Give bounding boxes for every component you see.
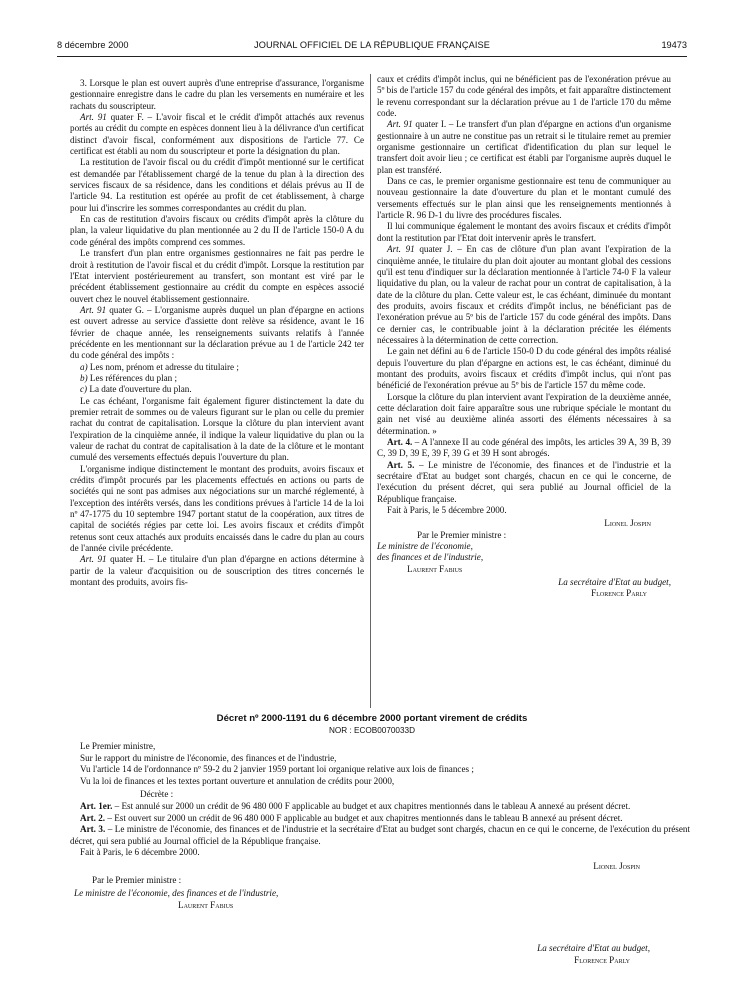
secretary-title: La secrétaire d'Etat au budget, [537,942,650,953]
article-text: L'organisme auprès duquel un plan d'épargne en actions est ouvert adresse au service d'assiette dont relève sa résidence, avant le 16 février de chaque année, les renseignements suivants relatifs à l'année précédente en les mentionnant sur la déclaration prévue au 1 de l'article 242 ter du code général des impôts : [70,304,364,361]
article-paragraph [70,824,690,847]
decree-signatures [70,859,690,979]
done-at: Fait à Paris, le 6 décembre 2000. [80,847,200,858]
paragraph: Le transfert d'un plan entre organismes gestionnaires ne fait pas perdre le droit à restitution de l'avoir fiscal et du crédit d'impôt. Lorsque la restitution par l'Etat intervient postérieurement au transfert, son montant est viré par le précédent établissement gestionnaire au crédit du compte en espèces associé ouvert chez le nouvel établissement gestionnaire. [70,248,364,304]
paragraph: En cas de restitution d'avoirs fiscaux ou crédits d'impôt après la clôture du plan, la valeur liquidative du plan mentionnée au 2 du II de l'article 150-0 A du code général des impôts comprend ces sommes. [70,214,364,247]
paragraph: caux et crédits d'impôt inclus, qui ne bénéficient pas de l'exonération prévue au 5º bis de l'article 157 du code général des impôts, et fait apparaître distinctement le revenu correspondant sur la déclaration prévue au 1 de l'article 170 du même code. [377,74,671,119]
article-paragraph [70,554,364,588]
paragraph: Il lui communique également le montant des avoirs fiscaux et crédits d'impôt dont la restitution par l'Etat doit intervenir après le transfert. [377,221,671,243]
list-item: c) La date d'ouverture du plan. [80,384,192,395]
list-item: b) Les références du plan ; [80,372,178,383]
page-header [57,40,687,54]
article-text: – A l'annexe II au code général des impôts, les articles 39 A, 39 B, 39 C, 39 D, 39 E, 39 F, 39 G et 39 H sont abrogés. [377,437,671,459]
par-premier-ministre: Par le Premier ministre : [92,874,182,885]
article-text: – Le ministre de l'économie, des finances et de l'industrie et la secrétaire d'Etat au budget sont chargés, chacun en ce qui le concerne, de l'exécution du présent décret, qui sera publié au Journal officiel de la République française. [377,459,671,504]
list-item-text: Les nom, prénom et adresse du titulaire ; [89,361,239,372]
decree-body [70,741,690,979]
article-label: Art. 3. [80,824,106,835]
pm-signature: Lionel Jospin [604,518,651,529]
article-sub: quater I. – [412,119,457,130]
header-date: 8 décembre 2000 [57,40,129,50]
right-column [377,74,671,600]
minister-signature: Laurent Fabius [407,563,463,574]
article-paragraph [377,119,671,176]
list-item-text: Les références du plan ; [89,372,178,383]
paragraph: Le gain net défini au 6 de l'article 150-0 D du code général des impôts réalisé depuis l'ouverture du plan d'épargne en actions est, le cas échéant, diminué du montant des produits, avoirs fiscaux et crédits d'impôt inclus, qui n'ont pas bénéficié de l'exonération prévue au 5º bis de l'article 157 du même code. [377,346,671,391]
paragraph: L'organisme indique distinctement le montant des produits, avoirs fiscaux et crédits d'impôt procurés par les placements effectués en actions ou parts de sociétés qui ne sont pas admises aux négociations sur un marché réglementé, à l'exception des intérêts versés, dans les conditions prévues à l'article 14 de la loi nº 47-1775 du 10 septembre 1947 portant statut de la coopération, aux titres de capital de sociétés régies par cette loi. Les avoirs fiscaux et crédits d'impôt retenus sont ceux attachés aux produits encaissés dans le cadre du plan au cours de l'année civile précédente. [70,463,364,554]
header-rule [57,56,687,57]
article-label: Art. 91 [80,304,107,315]
article-label: Art. 91 [387,244,415,255]
article-label: Art. 5. [387,459,415,470]
decree-line: Vu la loi de finances et les textes portant ouverture et annulation de crédits pour 2000, [80,775,395,786]
article-paragraph [70,112,364,157]
minister-title: Le ministre de l'économie, [377,541,473,552]
article-label: Art. 2. [80,812,106,823]
list-item: a) Les nom, prénom et adresse du titulaire ; [80,361,239,372]
left-column [70,78,364,588]
article-text: Le transfert d'un plan d'épargne en actions d'un organisme gestionnaire à un autre ne constitue pas un retrait si le titulaire remet au premier organisme gestionnaire un certificat d'identification du plan sur lequel le transfert doit avoir lieu ; ce certificat est établi par l'organisme auprès duquel le plan est transféré. [377,119,671,175]
paragraph: Dans ce cas, le premier organisme gestionnaire est tenu de communiquer au nouveau gestionnaire la date d'ouverture du plan et le montant cumulé des versements effectués sur le plan ainsi que les renseignements mentionnés à l'article R. 96 D-1 du livre des procédures fiscales. [377,176,671,221]
list-item-text: La date d'ouverture du plan. [89,384,192,395]
article-text: – Le ministre de l'économie, des finances et de l'industrie et la secrétaire d'Etat au budget sont chargés, chacun en ce qui le concerne, de l'exécution du présent décret, qui sera publié au Journal officiel de la République française. [70,824,690,846]
secretary-signature: Florence Parly [574,954,630,965]
article-text: – Est ouvert sur 2000 un crédit de 96 480 000 F applicable au budget et aux chapitres mentionnés dans le tableau B annexé au présent décret. [105,812,623,823]
decree-line: Vu l'article 14 de l'ordonnance nº 59-2 du 2 janvier 1959 portant loi organique relative aux lois de finances ; [80,764,474,775]
journal-title: JOURNAL OFFICIEL DE LA RÉPUBLIQUE FRANÇAISE [254,40,490,50]
article-sub: quater G. – [106,304,155,315]
secretary-signature: Florence Parly [591,588,647,599]
article-label: Art. 4. [387,437,413,447]
page-number: 19473 [661,40,687,50]
paragraph: Lorsque la clôture du plan intervient avant l'expiration de la deuxième année, cette déclaration doit faire apparaître sous une rubrique spéciale le montant du gain net visé au deuxième alinéa assorti des éléments nécessaires à sa détermination. » [377,391,671,436]
article-paragraph [70,813,690,825]
minister-title: des finances et de l'industrie, [377,552,484,563]
article-text: Le titulaire d'un plan d'épargne en actions détermine à partir de la valeur d'acquisition ou de souscription des titres concernés le montant des produits, avoirs fis- [70,554,365,588]
article-paragraph [377,244,671,346]
article-text: L'avoir fiscal et le crédit d'impôt attachés aux revenus portés au crédit du compte en espèces donnent lieu à la délivrance d'un certificat distinct d'avoir fiscal, conformément aux dispositions de l'article 77. Ce certificat est établi au nom du souscripteur et porte la désignation du plan. [70,112,364,157]
article-paragraph [377,460,671,505]
paragraph: La restitution de l'avoir fiscal ou du crédit d'impôt mentionné sur le certificat est demandée par l'établissement chargé de la tenue du plan à la direction des services fiscaux de sa résidence, dans les conditions et délais prévus au II de l'article 94. La restitution est opérée au profit de cet établissement, à charge pour lui d'inscrire les sommes correspondantes au crédit du plan. [70,157,364,213]
secretary-title: La secrétaire d'Etat au budget, [558,577,671,588]
par-premier-ministre: Par le Premier ministre : [417,529,507,540]
done-at: Fait à Paris, le 5 décembre 2000. [387,505,507,516]
article-paragraph [70,305,364,362]
article-sub: quater J. – [414,244,467,255]
decree-nor: NOR : ECOB0070033D [328,726,415,735]
decree-line: Le Premier ministre, [80,741,156,751]
article-text: – Est annulé sur 2000 un crédit de 96 480 000 F applicable au budget et aux chapitres mentionnés dans le tableau A annexé au présent décret. [112,800,631,811]
decree-decrete: Décrète : [140,789,174,800]
decree-line: Sur le rapport du ministre de l'économie, des finances et de l'industrie, [80,752,337,763]
pm-signature: Lionel Jospin [593,860,640,871]
article-label: Art. 91 [80,112,107,123]
paragraph: 3. Lorsque le plan est ouvert auprès d'une entreprise d'assurance, l'organisme gestionnaire enregistre dans le cadre du plan les versements en numéraire et les rachats du souscripteur. [70,78,364,111]
paragraph: Le cas échéant, l'organisme fait également figurer distinctement la date du premier retrait de sommes ou de valeurs figurant sur le plan ou celle du premier rachat du contrat de capitalisation. Lorsque la clôture du plan intervient avant l'expiration de la cinquième année, il indique la valeur liquidative du plan ou la valeur de rachat du contrat de capitalisation à la date de la clôture et le montant cumulé des versements effectués depuis l'ouverture du plan. [70,395,364,463]
article-sub: quater F. – [106,112,156,123]
column-divider [370,74,371,708]
article-paragraph [377,437,671,460]
article-paragraph [70,801,690,813]
article-sub: quater H. – [106,554,157,565]
minister-title: Le ministre de l'économie, des finances et de l'industrie, [74,887,279,898]
article-label: Art. 91 [387,119,413,130]
article-label: Art. 91 [80,554,107,565]
minister-signature: Laurent Fabius [178,899,234,910]
decree-title: Décret nº 2000-1191 du 6 décembre 2000 portant virement de crédits [216,713,528,724]
article-text: En cas de clôture d'un plan avant l'expiration de la cinquième année, le titulaire du plan doit ajouter au montant global des cessions qu'il est tenu d'indiquer sur la déclaration mentionnée à l'article 74-0 F la valeur liquidative du plan, ou la valeur de rachat pour un contrat de capitalisation, à la date de la clôture du plan. Cette valeur est, le cas échéant, diminuée du montant des produits, avoirs fiscaux et crédits d'impôt inclus, ne bénéficiant pas de l'exonération prévue au 5º bis de l'article 157 du code général des impôts. Dans ce dernier cas, le contribuable joint à la déclaration précitée les éléments nécessaires à la détermination de cette correction. [377,244,671,345]
article-label: Art. 1er. [80,800,113,811]
